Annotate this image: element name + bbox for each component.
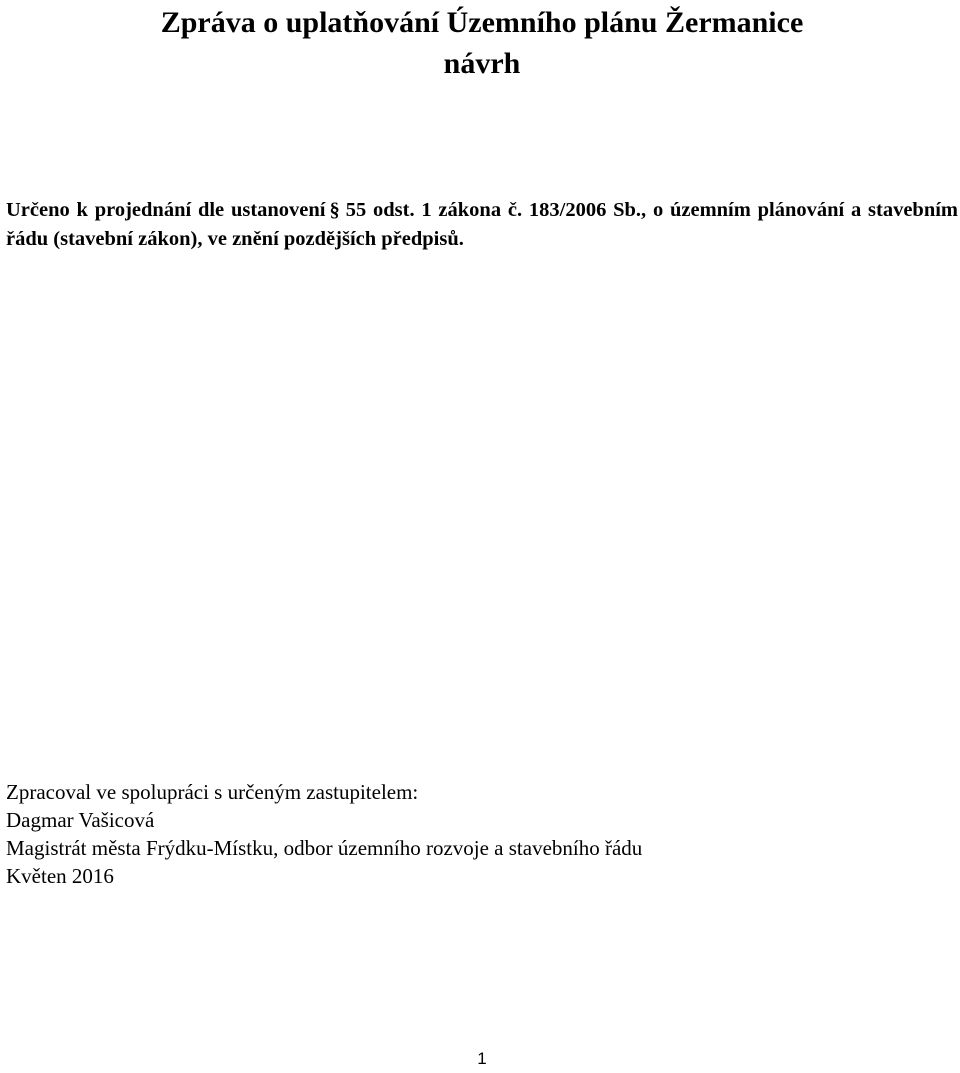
author-collaboration-line: Zpracoval ve spolupráci s určeným zastupitelem:: [6, 780, 419, 804]
page-number: 1: [477, 1049, 487, 1068]
intro-text-before: Určeno k projednání dle ustanovení: [6, 199, 326, 221]
title-subtitle: návrh: [443, 47, 521, 80]
intro-text-after: 55 odst. 1 zákona č. 183/2006 Sb., o územním plánování a stavebním řádu (stavební zákon), ve znění pozdějších předpisů.: [6, 199, 959, 250]
author-office: Magistrát města Frýdku-Místku, odbor územního rozvoje a stavebního řádu: [6, 836, 643, 860]
document-date: Květen 2016: [6, 864, 114, 888]
intro-paragraph: [6, 196, 958, 254]
author-block: [6, 778, 956, 890]
author-name: Dagmar Vašicová: [6, 808, 155, 832]
title-main: Zpráva o uplatňování Územního plánu Žermanice: [160, 6, 804, 39]
section-sign: §: [329, 199, 340, 221]
document-title: [0, 2, 960, 84]
